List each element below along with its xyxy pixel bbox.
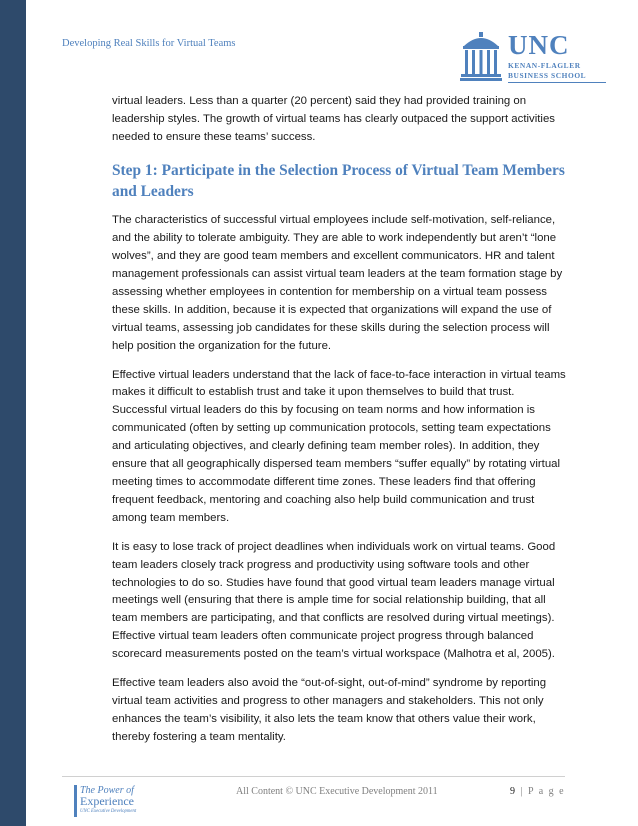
page-number: 9 [510,786,517,797]
footer-page-number [510,786,565,797]
unc-kenan-flagler-logo [460,30,610,82]
footer-logo-bar [74,785,77,817]
power-of-experience-logo [74,785,164,817]
logo-underline [508,82,606,83]
body-paragraph: Effective virtual leaders understand that the lack of face-to-face interaction in virtual teams makes it difficult to establish trust and take it upon themselves to build that trust. Successful virtual leaders do this by focusing on team norms and how information is communicated (often by setting up communication protocols, setting team expectations and articulating objectives, and clearly defining team member roles). In addition, they ensure that all geographically dispersed team members “suffer equally” by rotating virtual meeting times to accommodate different time zones. These leaders find that offering frequent feedback, mentoring and coaching also help build communication and trust among team members. [112,368,566,524]
old-well-icon [460,32,502,82]
footer-copyright: All Content © UNC Executive Development 2011 [236,786,438,797]
page-label: | P a g e [520,786,566,797]
footer-logo-line1: The Power of [80,785,134,796]
page-body [112,93,572,758]
body-paragraph: Effective team leaders also avoid the “out-of-sight, out-of-mind” syndrome by reporting virtual team activities and progress to other managers and stakeholders. This not only enhances the team’s visibility, it also lets the team know that others value their work, thereby fostering a team mentality. [112,677,547,743]
body-paragraph: The characteristics of successful virtual employees include self-motivation, self-reliance, and the ability to tolerate ambiguity. They are able to work independently but aren’t “lone wolves”, and they are good team members and excellent communicators. HR and talent management professionals can assist virtual team leaders at the team formation stage by assessing whether employees in contention for membership on a virtual team possess these skills. In addition, because it is expected that organizations will expand the use of virtual teams, assessing job candidates for these skills during the selection process will help position the organization for the future. [112,214,563,352]
running-header-title: Developing Real Skills for Virtual Teams [62,38,236,49]
body-paragraph: It is easy to lose track of project deadlines when individuals work on virtual teams. Good team leaders closely track progress and productivity using software tools and other technologies to do so. Studies have found that good virtual team leaders manage virtual meetings well (ensuring that there is ample time for social relationship building, that all team members are participating, and that conflicts are resolved during virtual meetings). Effective virtual team leaders often communicate project progress through balanced scorecard measurements posted on the team’s virtual workspace (Malhotra et al, 2005). [112,540,556,661]
intro-paragraph: virtual leaders. Less than a quarter (20 percent) said they had provided training on leadership styles. The growth of virtual teams has clearly outpaced the support activities needed to ensure these teams’ success. [112,95,555,143]
left-sidebar-band [0,0,26,826]
logo-subtitle-line1: KENAN-FLAGLER [508,61,581,70]
section-heading: Step 1: Participate in the Selection Process of Virtual Team Members and Leaders [112,161,565,200]
logo-wordmark: UNC [508,30,570,60]
footer-logo-line3: UNC Executive Development [80,809,137,814]
footer-logo-line2: Experience [80,794,134,808]
logo-subtitle-line2: BUSINESS SCHOOL [508,71,587,80]
footer-divider [62,776,565,777]
